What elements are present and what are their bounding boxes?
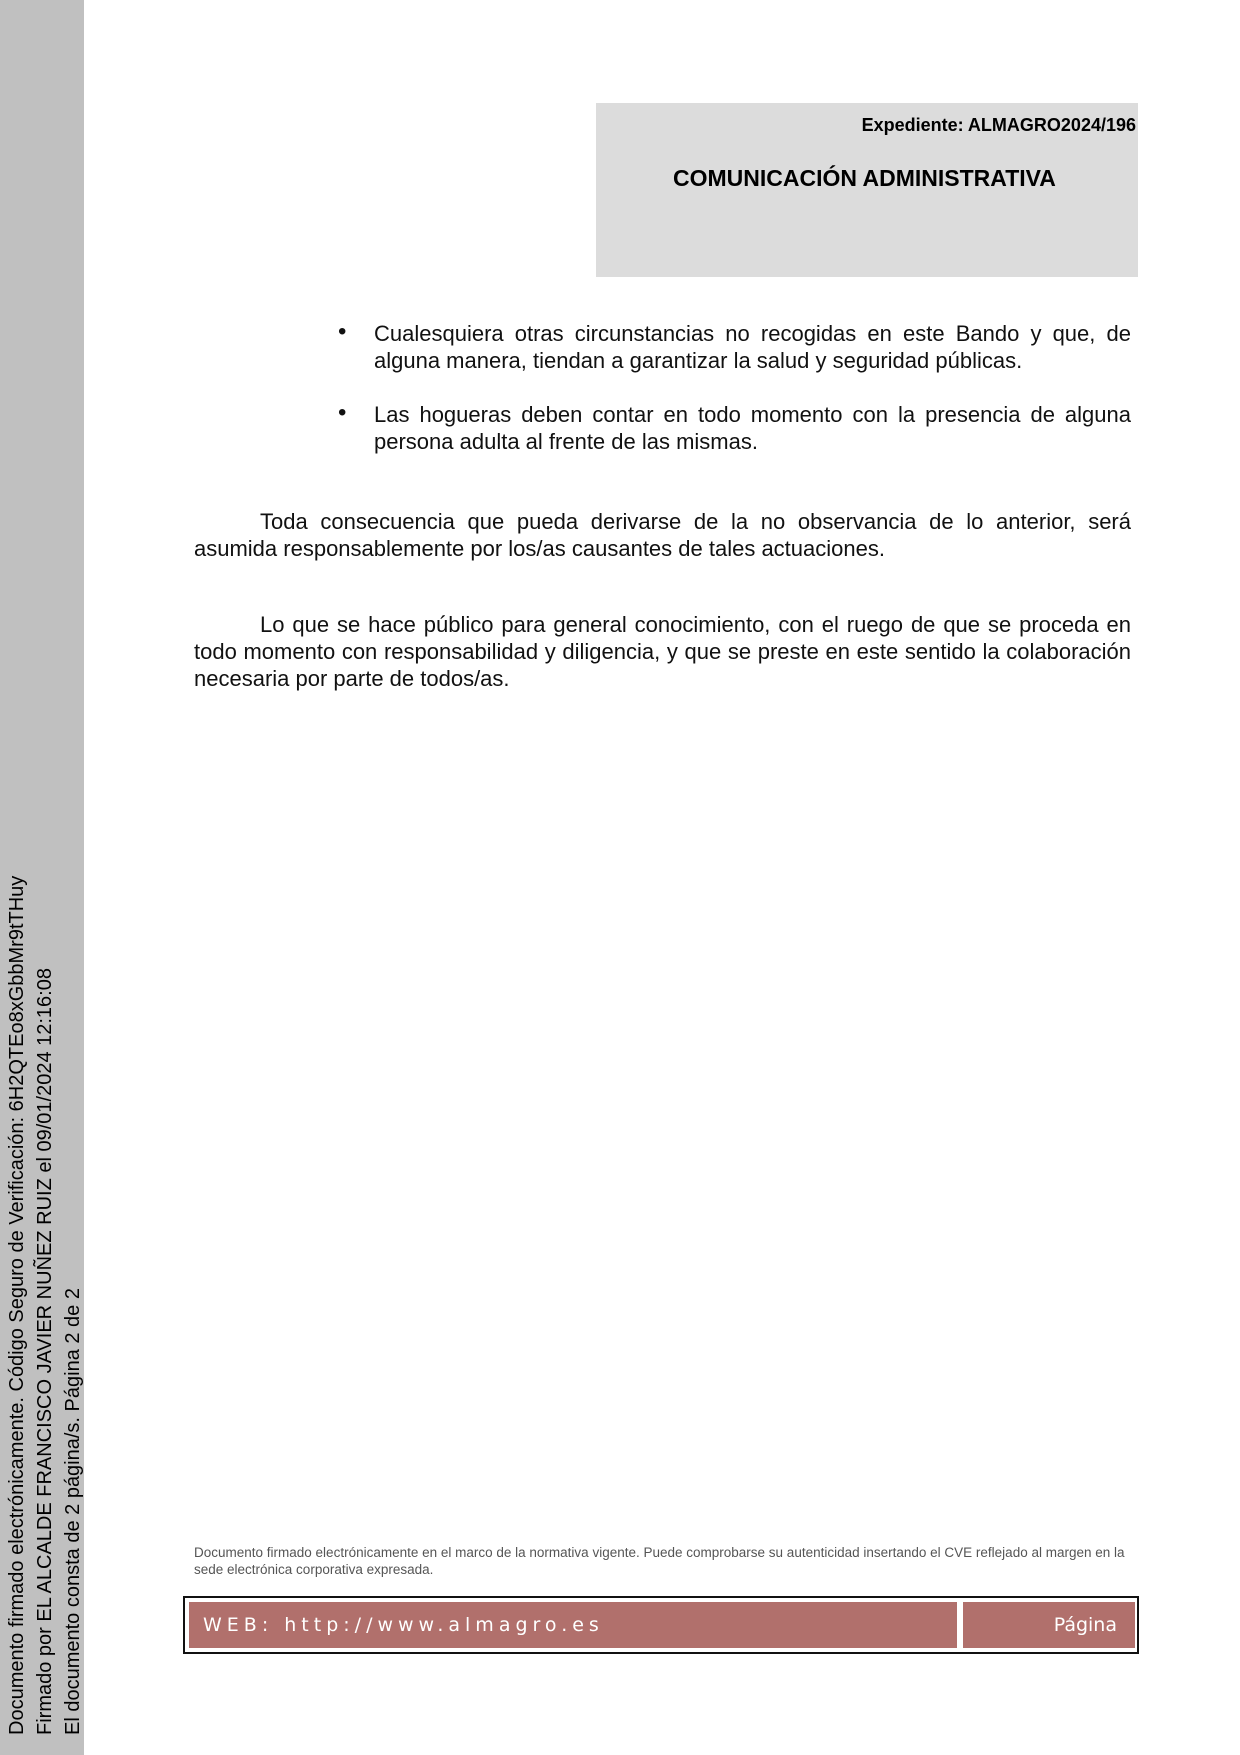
bullet-item xyxy=(338,399,1131,455)
signature-line-csv: Documento firmado electrónicamente. Código Seguro de Verificación: 6H2QTEo8xGbbMr9tTHuy xyxy=(6,875,28,1735)
bullet-item xyxy=(338,318,1131,374)
signature-line-pages: El documento consta de 2 página/s. Página 2 de 2 xyxy=(62,1288,84,1735)
paragraph-consequences: Toda consecuencia que pueda derivarse de la no observancia de lo anterior, será asumida responsablemente por los/as causantes de tales actuaciones. xyxy=(194,509,1131,561)
signature-line-signer: Firmado por EL ALCALDE FRANCISCO JAVIER NUÑEZ RUIZ el 09/01/2024 12:16:08 xyxy=(34,968,56,1735)
footer-page-label: Página xyxy=(963,1602,1135,1648)
bullet-icon: • xyxy=(338,318,347,345)
footer-authenticity-note: Documento firmado electrónicamente en el marco de la normativa vigente. Puede comprobarse su autenticidad insertando el CVE reflejado al margen en la sede electrónica corporativa expresada. xyxy=(194,1545,1125,1577)
signature-text-block xyxy=(3,35,87,1735)
signature-side-strip xyxy=(0,0,84,1755)
bullet-icon: • xyxy=(338,399,347,426)
bullet-text: Cualesquiera otras circunstancias no recogidas en este Bando y que, de alguna manera, tiendan a garantizar la salud y seguridad públicas. xyxy=(374,321,1131,373)
footer-web-link[interactable]: WEB: http://www.almagro.es xyxy=(189,1602,957,1648)
footer-bar xyxy=(183,1596,1139,1654)
paragraph-public-notice: Lo que se hace público para general conocimiento, con el ruego de que se proceda en todo momento con responsabilidad y diligencia, y que se preste en este sentido la colaboración necesaria por parte de todos/as. xyxy=(194,612,1131,691)
document-title: COMUNICACIÓN ADMINISTRATIVA xyxy=(673,165,1056,191)
bullet-text: Las hogueras deben contar en todo momento con la presencia de alguna persona adulta al frente de las mismas. xyxy=(374,402,1131,454)
document-header-box xyxy=(596,103,1138,277)
expediente-number: Expediente: ALMAGRO2024/196 xyxy=(861,115,1136,135)
